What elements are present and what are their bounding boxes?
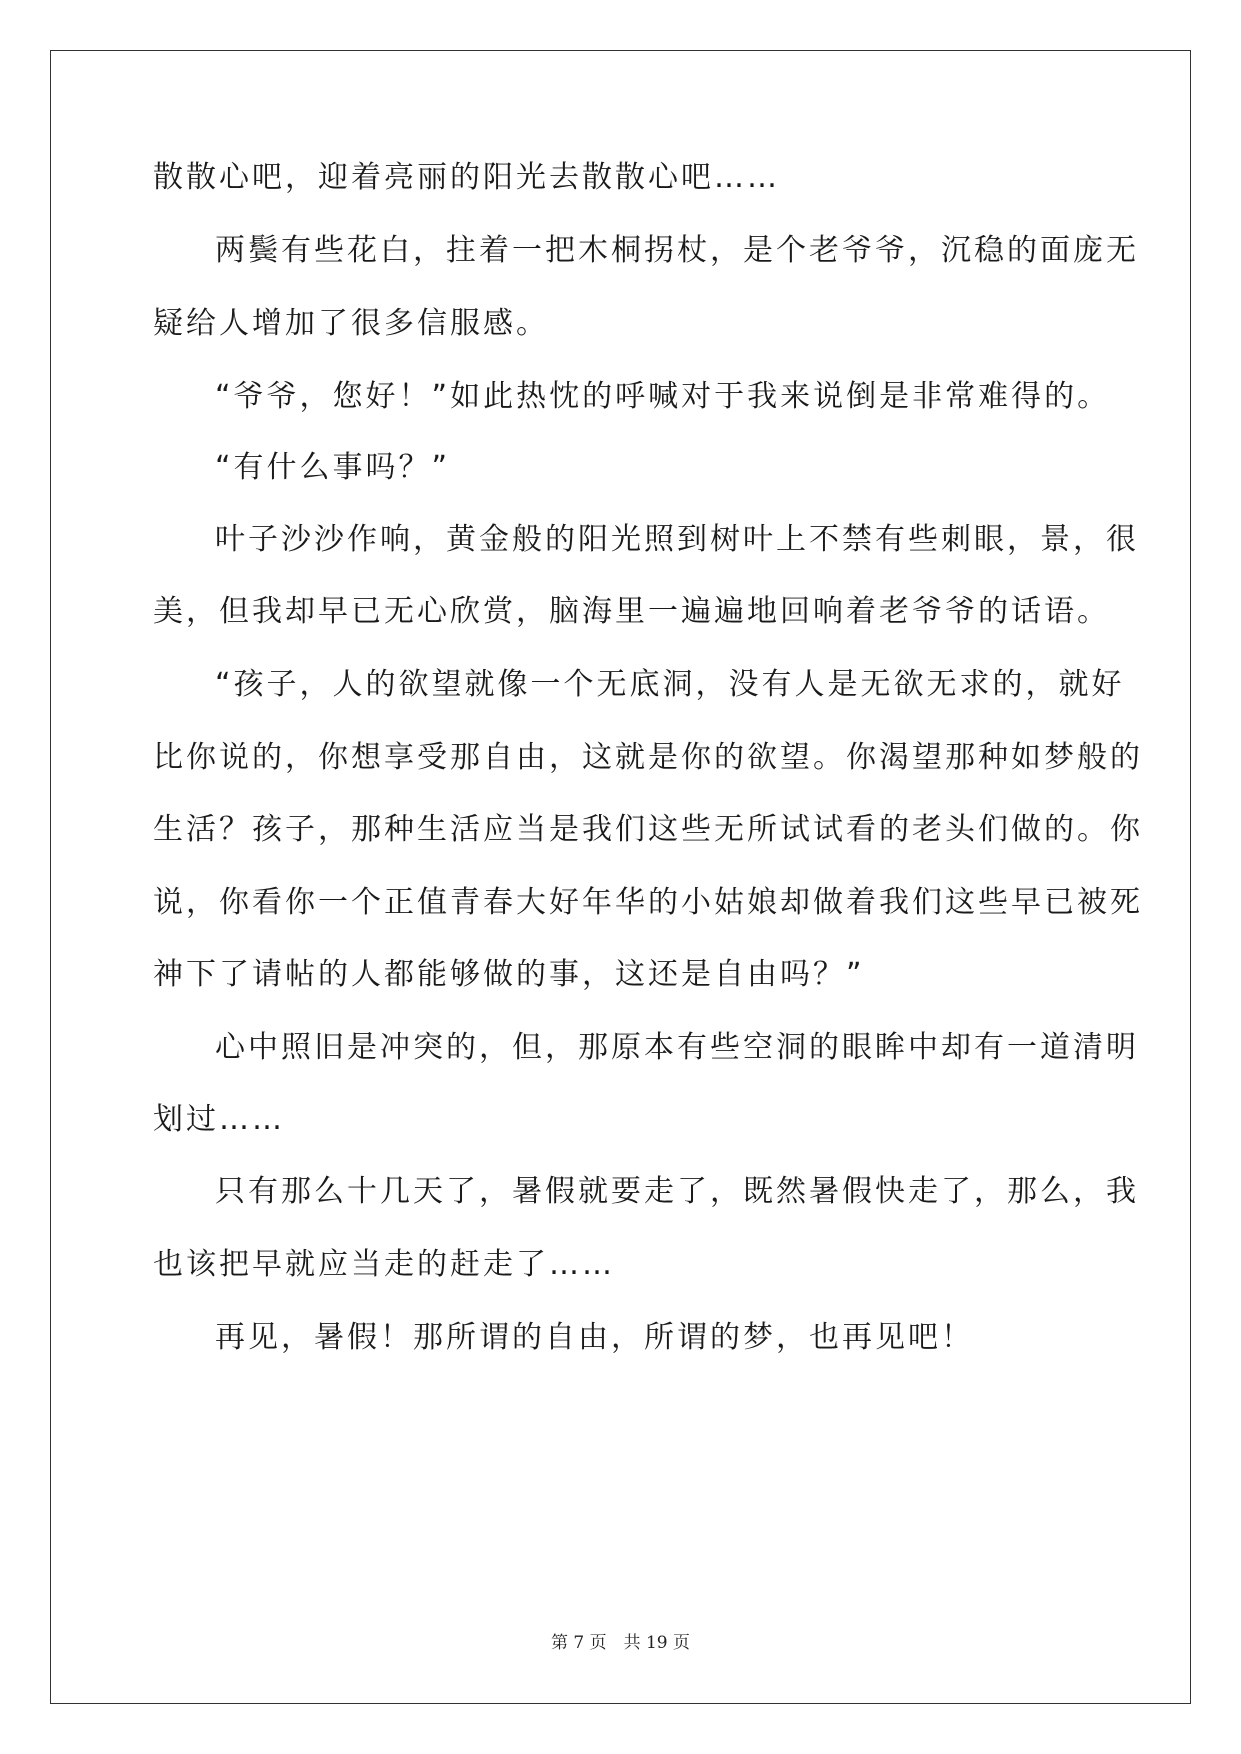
page-number-footer: 第 7 页 共 19 页 xyxy=(550,1633,691,1653)
text-line: 心中照旧是冲突的，但，那原本有些空洞的眼眸中却有一道清明 xyxy=(215,1030,1139,1065)
text-line: 叶子沙沙作响，黄金般的阳光照到树叶上不禁有些刺眼，景，很 xyxy=(215,522,1139,557)
text-line: 只有那么十几天了，暑假就要走了，既然暑假快走了，那么，我 xyxy=(215,1174,1139,1209)
text-line: 也该把早就应当走的赶走了…… xyxy=(153,1247,615,1282)
text-line: 散散心吧，迎着亮丽的阳光去散散心吧…… xyxy=(153,160,780,195)
text-line: “有什么事吗？” xyxy=(215,450,451,485)
text-line: 划过…… xyxy=(153,1102,285,1137)
page-border xyxy=(50,50,1191,1704)
text-line: 生活？孩子，那种生活应当是我们这些无所试试看的老头们做的。你 xyxy=(153,812,1143,847)
text-line: 再见，暑假！那所谓的自由，所谓的梦，也再见吧！ xyxy=(215,1320,974,1355)
text-line: 美，但我却早已无心欣赏，脑海里一遍遍地回响着老爷爷的话语。 xyxy=(153,594,1110,629)
text-line: 神下了请帖的人都能够做的事，这还是自由吗？” xyxy=(153,957,865,992)
text-line: 两鬓有些花白，拄着一把木桐拐杖，是个老爷爷，沉稳的面庞无 xyxy=(215,233,1139,268)
text-line: “爷爷，您好！”如此热忱的呼喊对于我来说倒是非常难得的。 xyxy=(215,379,1111,414)
text-line: 说，你看你一个正值青春大好年华的小姑娘却做着我们这些早已被死 xyxy=(153,885,1143,920)
text-line: 比你说的，你想享受那自由，这就是你的欲望。你渴望那种如梦般的 xyxy=(153,740,1143,775)
text-line: 疑给人增加了很多信服感。 xyxy=(153,306,549,341)
text-line: “孩子，人的欲望就像一个无底洞，没有人是无欲无求的，就好 xyxy=(215,667,1125,702)
